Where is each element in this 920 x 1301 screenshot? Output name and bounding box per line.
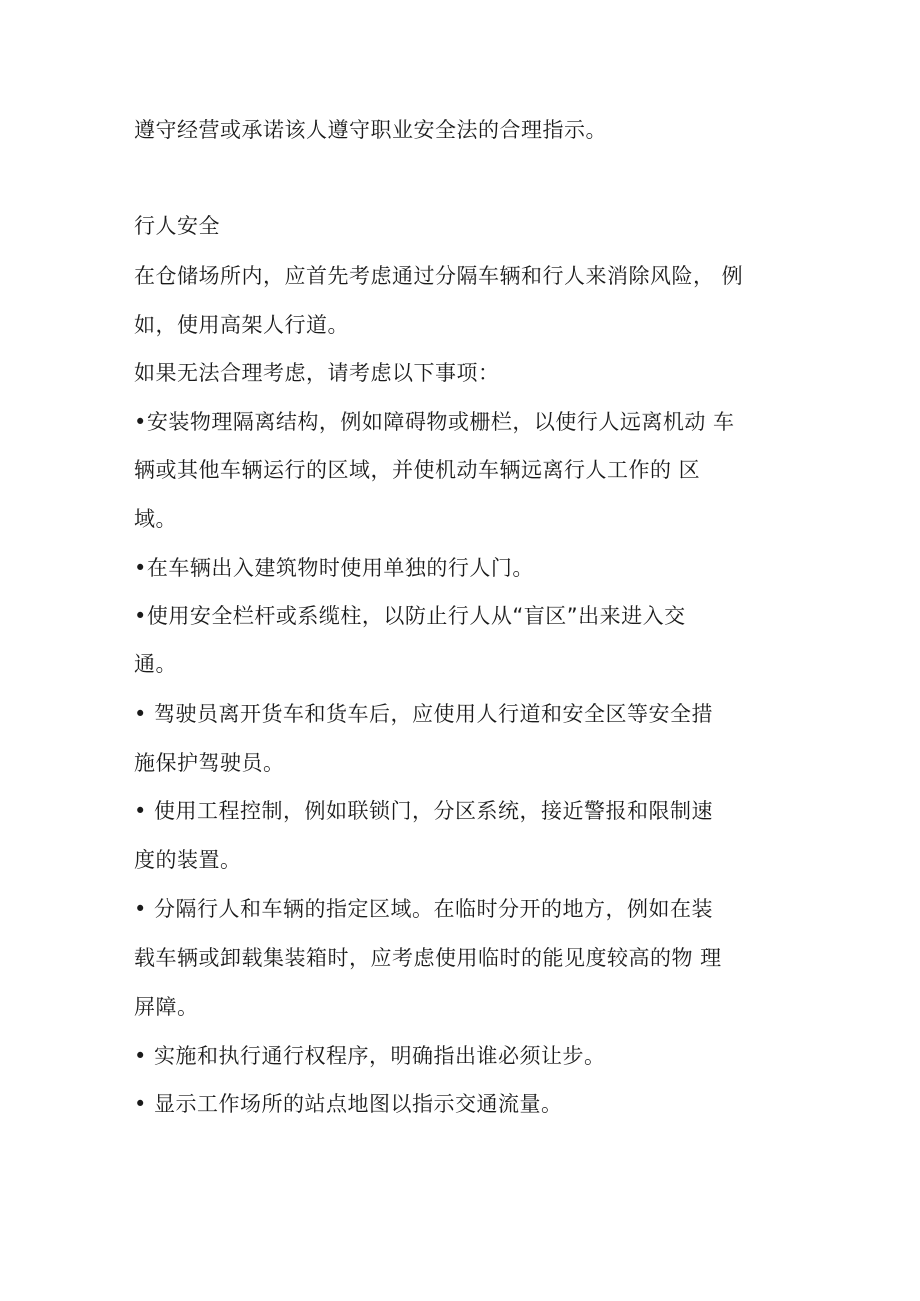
- paragraph-line: 在仓储场所内，应首先考虑通过分隔车辆和行人来消除风险， 例: [134, 264, 744, 288]
- paragraph-continuation: 遵守经营或承诺该人遵守职业安全法的合理指示。: [134, 118, 607, 142]
- bullet-item-line: 度的装置。: [134, 848, 242, 872]
- bullet-item-line: • 显示工作场所的站点地图以指示交通流量。: [134, 1092, 563, 1116]
- bullet-item-line: • 实施和执行通行权程序，明确指出谁必须让步。: [134, 1044, 606, 1068]
- bullet-item-line: •安装物理隔离结构，例如障碍物或栅栏，以使行人远离机动 车: [134, 410, 735, 434]
- bullet-item-line: 屏障。: [134, 995, 199, 1019]
- bullet-item-line: 载车辆或卸载集装箱时，应考虑使用临时的能见度较高的物 理: [134, 946, 722, 970]
- bullet-item-line: 通。: [134, 652, 177, 676]
- bullet-item-line: 辆或其他车辆运行的区域，并使机动车辆远离行人工作的 区: [134, 458, 701, 482]
- paragraph-line: 如，使用高架人行道。: [134, 313, 349, 337]
- bullet-item-line: 施保护驾驶员。: [134, 751, 285, 775]
- bullet-item-line: • 使用工程控制，例如联锁门，分区系统，接近警报和限制速: [134, 799, 714, 823]
- bullet-item-line: • 分隔行人和车辆的指定区域。在临时分开的地方，例如在装: [134, 897, 714, 921]
- bullet-item-line: •使用安全栏杆或系缆柱，以防止行人从“盲区”出来进入交: [134, 604, 686, 628]
- section-heading: 行人安全: [134, 214, 220, 238]
- paragraph-line: 如果无法合理考虑，请考虑以下事项：: [134, 361, 500, 385]
- bullet-item-line: •在车辆出入建筑物时使用单独的行人门。: [134, 556, 534, 580]
- bullet-item-line: • 驾驶员离开货车和货车后，应使用人行道和安全区等安全措: [134, 702, 714, 726]
- bullet-item-line: 域。: [134, 507, 177, 531]
